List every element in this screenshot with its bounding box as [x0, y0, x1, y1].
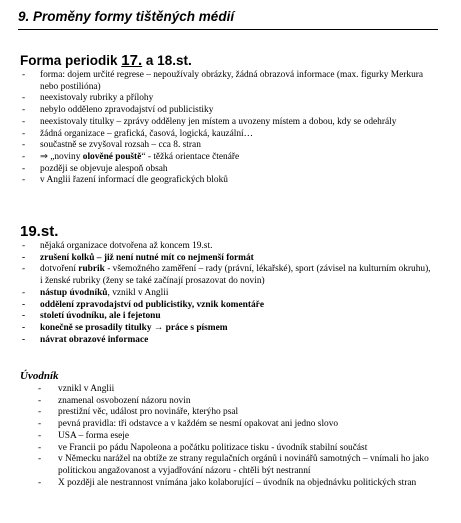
list-item: - století úvodníku, ale i fejetonu — [20, 311, 432, 323]
list-item: - žádná organizace – grafická, časová, logická, kauzální… — [20, 129, 430, 141]
list-item: - zrušení kolků – již není nutné mít co nejmenší formát — [20, 253, 432, 265]
list-item: - neexistovaly rubriky a přílohy — [20, 93, 430, 105]
list-item: - později se objevuje alespoň obsah — [20, 164, 430, 176]
list-item: - prestižní věc, událost pro novináře, kterýho psal — [36, 407, 434, 419]
list-item: - v Anglii řazení informací dle geografických bloků — [20, 175, 430, 187]
list-item: - ve Francii po pádu Napoleona a počátku politizace tisku - úvodník stabilní součást — [36, 443, 434, 455]
section-heading-uvodnik: Úvodník — [20, 370, 59, 382]
list-item: - neexistovaly titulky – zprávy odděleny jen místem a uvozeny místem a dobou, kdy se odehrály — [20, 117, 430, 129]
list-item: - návrat obrazové informace — [20, 335, 432, 347]
list-item: - ⇒ „noviny olověné pouště“ - těžká orientace čtenáře — [20, 152, 430, 164]
page-title: 9. Proměny formy tištěných médií — [18, 9, 438, 30]
list-item: - nástup úvodníků, vznikl v Anglii — [20, 288, 432, 300]
list-item: - nějaká organizace dotvořena až koncem 19.st. — [20, 241, 432, 253]
list-item: - součastně se zvyšoval rozsah – cca 8. stran — [20, 140, 430, 152]
list-periodika — [20, 70, 430, 187]
list-uvodnik — [36, 384, 434, 489]
list-item: - pevná pravidla: tři odstavce a v každém se nesmí opakovat ani jedno slovo — [36, 419, 434, 431]
list-item: - nebylo odděleno zpravodajství od publicistiky — [20, 105, 430, 117]
list-item: - v Německu narážel na obtíže ze strany regulačních orgánů i novinářů samotných – vnímali ho jako politickou angažovanost a vyjadřování názoru - chtěli být nestranní — [36, 454, 434, 477]
heading-text-end: a 18.st. — [145, 53, 192, 68]
list-item: - konečně se prosadily titulky → práce s písmem — [20, 323, 432, 335]
list-item: - oddělení zpravodajství od publicistiky, vznik komentáře — [20, 300, 432, 312]
list-item: - forma: dojem určité regrese – nepoužívaly obrázky, žádná obrazová informace (max. figurky Merkura nebo postilióna) — [20, 70, 430, 93]
list-item: - znamenal osvobození názoru novin — [36, 396, 434, 408]
heading-text: Forma periodik — [20, 53, 118, 68]
section-heading-19st: 19.st. — [20, 223, 59, 240]
list-item: - USA – forma eseje — [36, 431, 434, 443]
list-item: - vznikl v Anglii — [36, 384, 434, 396]
section-heading-periodika — [20, 52, 192, 69]
list-item: - dotvoření rubrik - všemožného zaměření – rady (právní, lékařské), sport (závisel na kulturním okruhu), i ženské rubriky (ženy se také začínají prosazovat do novin) — [20, 264, 432, 287]
list-item: - X později ale nestrannost vnímána jako kolaborující – úvodník na objednávku politických stran — [36, 478, 434, 490]
list-19st — [20, 241, 432, 346]
heading-century: 17. — [121, 52, 143, 69]
